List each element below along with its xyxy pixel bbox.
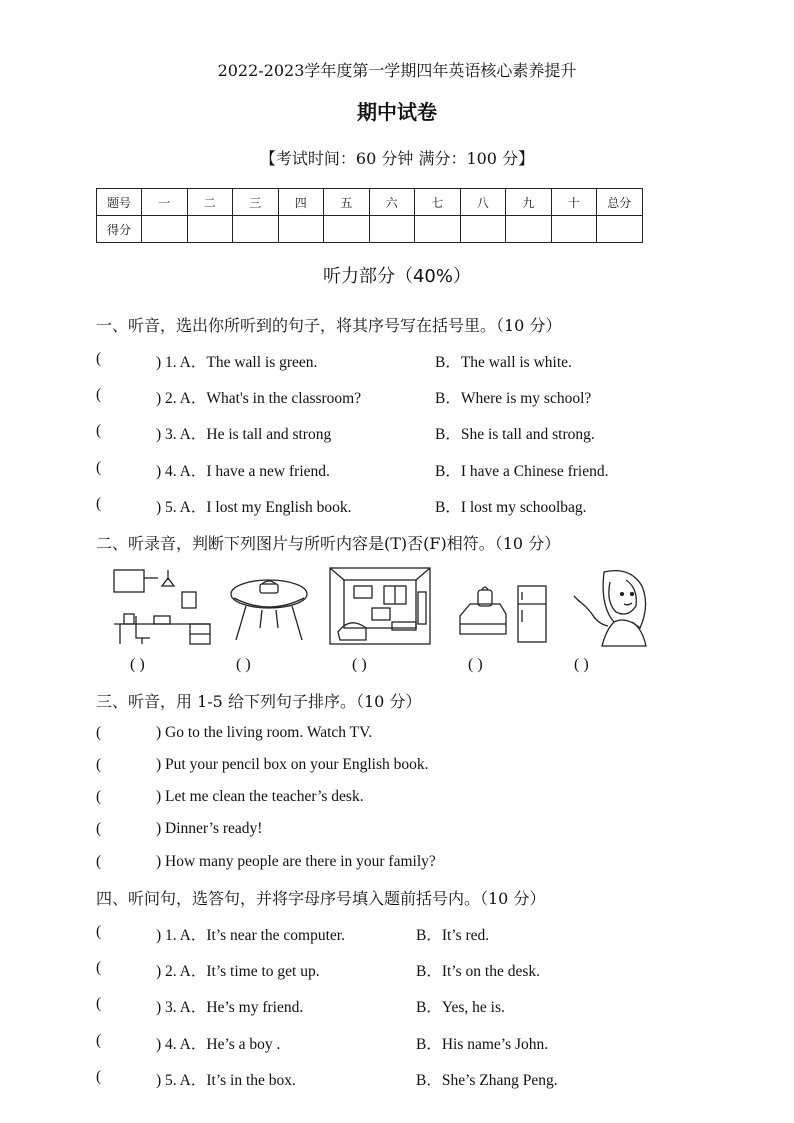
table-cell: 九 (506, 189, 552, 216)
listening-section-title: 听力部分（40%） (322, 266, 471, 287)
table-cell: 五 (324, 189, 370, 216)
question-option-b: B．It’s on the desk. (416, 963, 540, 980)
ordering-sentence: ) How many people are there in your family? (156, 853, 436, 870)
question-option-a: ) 4. A．He’s a boy . (156, 1036, 281, 1053)
answer-paren[interactable]: ( (96, 923, 102, 940)
question-option-a: ) 4. A．I have a new friend. (156, 463, 330, 480)
question-option-a: ) 1. A．It’s near the computer. (156, 927, 345, 944)
living-room-picture (328, 566, 432, 646)
table-cell: 题号 (97, 189, 142, 216)
ordering-sentence: ) Put your pencil box on your English book. (156, 756, 429, 773)
question-option-b: B．It’s red. (416, 927, 490, 944)
score-input-cell[interactable] (551, 216, 597, 243)
answer-paren[interactable]: ( (96, 724, 102, 741)
question-option-a: ) 2. A．It’s time to get up. (156, 963, 320, 980)
question-option-b: B．His name’s John. (416, 1036, 549, 1053)
score-input-cell[interactable] (369, 216, 415, 243)
answer-paren[interactable]: ( (96, 459, 102, 476)
score-input-cell[interactable] (142, 216, 188, 243)
table-cell: 七 (415, 189, 461, 216)
question-option-b: B．Where is my school? (435, 390, 592, 407)
answer-paren[interactable]: ( (96, 1068, 102, 1085)
section4-title: 四、听问句，选答句，并将字母序号填入题前括号内。（10 分） (96, 889, 546, 908)
ordering-sentence: ) Go to the living room. Watch TV. (156, 724, 373, 741)
answer-paren[interactable]: ( (96, 788, 102, 805)
question-option-b: B．Yes, he is. (416, 999, 505, 1016)
score-table-score-row (97, 216, 643, 243)
round-table-picture (226, 566, 312, 646)
tf-answer-blank[interactable]: ( ) (574, 656, 589, 673)
table-cell: 二 (187, 189, 233, 216)
tf-answer-blank[interactable]: ( ) (468, 656, 483, 673)
answer-paren[interactable]: ( (96, 350, 102, 367)
question-option-b: B．I have a Chinese friend. (435, 463, 609, 480)
table-cell: 三 (233, 189, 279, 216)
girl-picture (566, 566, 652, 648)
score-input-cell[interactable] (187, 216, 233, 243)
ordering-sentence: ) Dinner’s ready! (156, 820, 263, 837)
table-cell: 一 (142, 189, 188, 216)
question-option-a: ) 3. A．He’s my friend. (156, 999, 304, 1016)
question-option-b: B．The wall is white. (435, 354, 572, 371)
table-cell: 六 (369, 189, 415, 216)
score-table (96, 188, 643, 243)
question-option-a: ) 3. A．He is tall and strong (156, 426, 332, 443)
tf-answer-blank[interactable]: ( ) (130, 656, 145, 673)
tf-answer-blank[interactable]: ( ) (352, 656, 367, 673)
tf-answer-blank[interactable]: ( ) (236, 656, 251, 673)
question-option-b: B．She’s Zhang Peng. (416, 1072, 558, 1089)
bed-fridge-picture (456, 566, 550, 646)
score-input-cell[interactable] (460, 216, 506, 243)
answer-paren[interactable]: ( (96, 820, 102, 837)
exam-title-line1: 2022-2023学年度第一学期四年英语核心素养提升 (217, 61, 577, 80)
score-input-cell[interactable] (324, 216, 370, 243)
section2-title: 二、听录音，判断下列图片与所听内容是(T)否(F)相符。（10 分） (96, 534, 561, 553)
section3-title: 三、听音，用 1-5 给下列句子排序。（10 分） (96, 692, 422, 711)
question-option-a: ) 1. A．The wall is green. (156, 354, 318, 371)
question-option-a: ) 2. A．What's in the classroom? (156, 390, 362, 407)
answer-paren[interactable]: ( (96, 386, 102, 403)
table-cell: 得分 (97, 216, 142, 243)
score-input-cell[interactable] (597, 216, 643, 243)
score-table-header-row (97, 189, 643, 216)
question-option-a: ) 5. A．It’s in the box. (156, 1072, 296, 1089)
table-cell: 总分 (597, 189, 643, 216)
score-input-cell[interactable] (415, 216, 461, 243)
question-option-a: ) 5. A．I lost my English book. (156, 499, 352, 516)
exam-time-info: 【考试时间：60 分钟 满分：100 分】 (259, 149, 535, 168)
answer-paren[interactable]: ( (96, 422, 102, 439)
answer-paren[interactable]: ( (96, 853, 102, 870)
table-cell: 十 (551, 189, 597, 216)
score-input-cell[interactable] (233, 216, 279, 243)
answer-paren[interactable]: ( (96, 995, 102, 1012)
answer-paren[interactable]: ( (96, 959, 102, 976)
question-option-b: B．She is tall and strong. (435, 426, 595, 443)
answer-paren[interactable]: ( (96, 1032, 102, 1049)
question-option-b: B．I lost my schoolbag. (435, 499, 587, 516)
study-desk-picture (110, 566, 216, 646)
table-cell: 八 (460, 189, 506, 216)
answer-paren[interactable]: ( (96, 495, 102, 512)
section1-title: 一、听音，选出你所听到的句子，将其序号写在括号里。（10 分） (96, 316, 562, 335)
ordering-sentence: ) Let me clean the teacher’s desk. (156, 788, 364, 805)
answer-paren[interactable]: ( (96, 756, 102, 773)
score-input-cell[interactable] (506, 216, 552, 243)
exam-title-line2: 期中试卷 (357, 100, 437, 124)
table-cell: 四 (278, 189, 324, 216)
score-input-cell[interactable] (278, 216, 324, 243)
